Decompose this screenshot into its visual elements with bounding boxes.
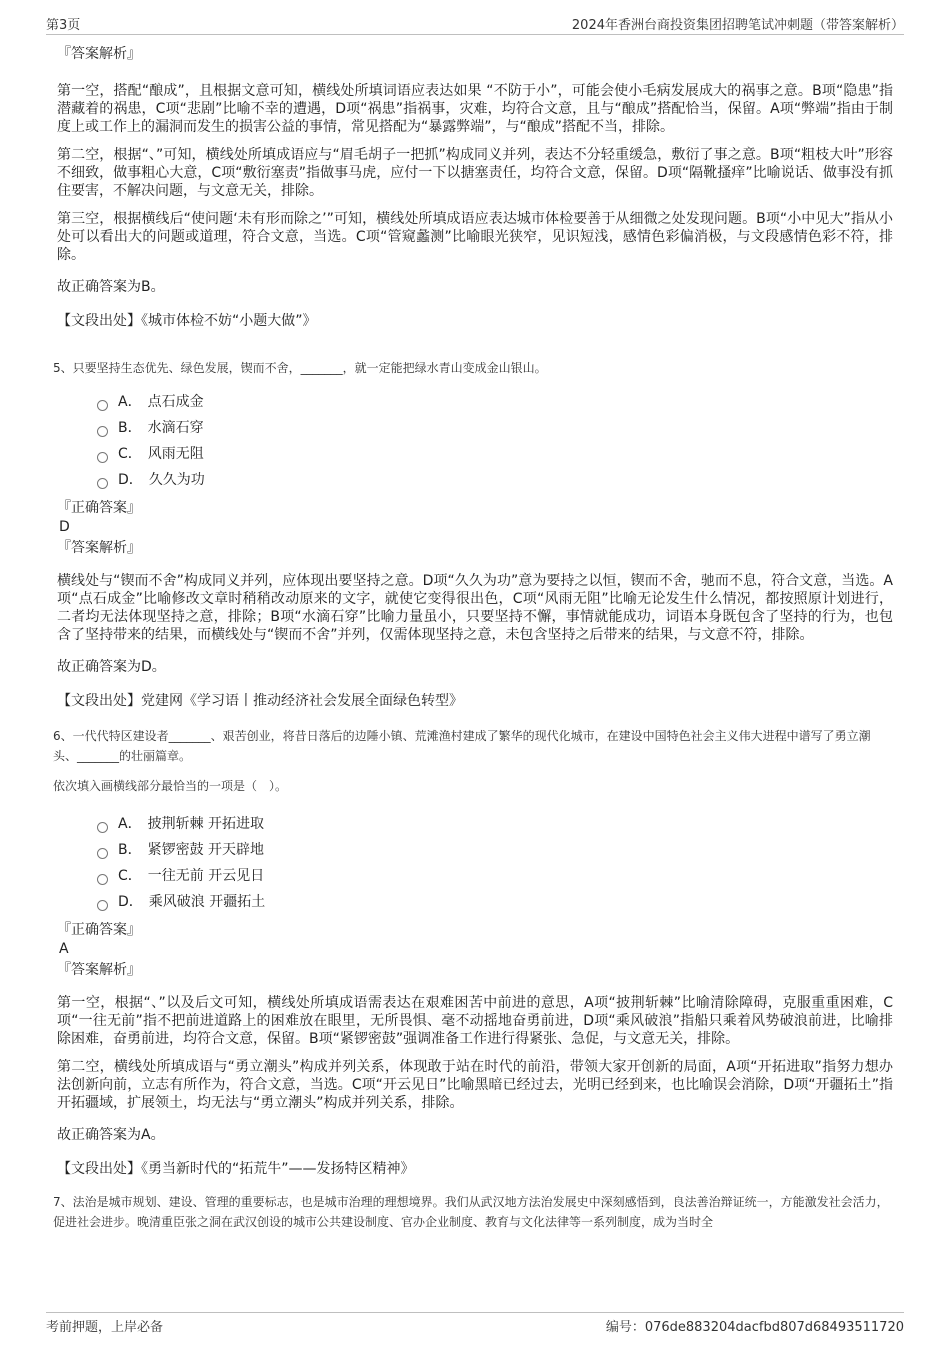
- q6-option-d[interactable]: D． 乘风破浪 开疆拓土: [97, 888, 893, 914]
- q5-option-c[interactable]: C． 风雨无阻: [97, 440, 893, 466]
- document-body: [53, 40, 893, 1232]
- q7-question: 7、法治是城市规划、建设、管理的重要标志，也是城市治理的理想境界。我们从武汉地方法治发展史中深刻感悟到，良法善治辩证统一，方能激发社会活力，促进社会进步。晚清重臣张之洞在武汉创设的城市公共建设制度、官办企业制度、教育与文化法律等一系列制度，成为当时全: [53, 1195, 889, 1229]
- q5-question: 5、只要坚持生态优先、绿色发展，锲而不舍，_______，就一定能把绿水青山变成金山银山。: [53, 361, 547, 375]
- q5-option-d[interactable]: D． 久久为功: [97, 466, 893, 492]
- radio-icon[interactable]: [97, 874, 108, 885]
- document-title: 2024年香洲台商投资集团招聘笔试冲刺题（带答案解析）: [571, 18, 904, 33]
- q4-analysis-para-3: 第三空，根据横线后“使问题‘未有形而除之’”可知，横线处所填成语应表达城市体检要善于从细微之处发现问题。B项“小中见大”指从小处可以看出大的问题或道理，符合文意，当选。C项“管窥蠡测”比喻眼光狭窄，见识短浅，感情色彩偏消极，与文段感情色彩不符，排除。: [57, 211, 893, 263]
- q6-analysis-label: 『答案解析』: [57, 962, 141, 978]
- q4-analysis-label: 『答案解析』: [57, 46, 141, 62]
- q6-answer: 故正确答案为A。: [57, 1127, 165, 1143]
- q6-question: 6、一代代特区建设者_______、艰苦创业，将昔日落后的边陲小镇、荒滩渔村建成了繁华的现代化城市，在建设中国特色社会主义伟大进程中谱写了勇立潮头、_______的壮丽篇章。: [53, 729, 871, 763]
- q4-source: 【文段出处】《城市体检不妨“小题大做”》: [57, 313, 317, 329]
- q6-source: 【文段出处】《勇当新时代的“拓荒牛”——发扬特区精神》: [57, 1161, 415, 1177]
- radio-icon[interactable]: [97, 452, 108, 463]
- radio-icon[interactable]: [97, 822, 108, 833]
- q5-source: 【文段出处】党建网《学习语丨推动经济社会发展全面绿色转型》: [57, 693, 463, 709]
- q5-answer: 故正确答案为D。: [57, 659, 166, 675]
- q6-analysis-para-2: 第二空，横线处所填成语与“勇立潮头”构成并列关系，体现敢于站在时代的前沿，带领大家开创新的局面，A项“开拓进取”指努力想办法创新向前，立志有所作为，符合文意，当选。C项“开云见日”比喻黑暗已经过去，光明已经到来，也比喻误会消除，D项“开疆拓土”指开拓疆域，扩展领土，均无法与“勇立潮头”构成并列关系，排除。: [57, 1059, 893, 1111]
- q5-analysis-para-1: 横线处与“锲而不舍”构成同义并列，应体现出要坚持之意。D项“久久为功”意为要持之以恒，锲而不舍，驰而不息，符合文意，当选。A项“点石成金”比喻修改文章时稍稍改动原来的文字，就使它变得很出色，C项“风雨无阻”比喻无论发生什么情况，都按照原计划进行，二者均无法体现坚持之意，排除；B项“水滴石穿”比喻力量虽小，只要坚持不懈，事情就能成功，词语本身既包含了坚持的行为，也包含了坚持带来的结果，而横线处与“锲而不舍”并列，仅需体现坚持之意，未包含坚持之后带来的结果，与文意不符，排除。: [57, 573, 893, 643]
- q6-correct-answer: A: [59, 941, 69, 957]
- page-number: 第3页: [46, 18, 81, 33]
- q4-answer: 故正确答案为B。: [57, 279, 165, 295]
- radio-icon[interactable]: [97, 478, 108, 489]
- page-header: [46, 12, 904, 35]
- q5-option-b[interactable]: B． 水滴石穿: [97, 414, 893, 440]
- footer-slogan: 考前押题，上岸必备: [46, 1320, 164, 1335]
- q5-options: [97, 388, 893, 492]
- q6-option-b[interactable]: B． 紧锣密鼓 开天辟地: [97, 836, 893, 862]
- q6-option-c[interactable]: C． 一往无前 开云见日: [97, 862, 893, 888]
- radio-icon[interactable]: [97, 400, 108, 411]
- page-footer: [46, 1312, 904, 1335]
- q4-analysis-para-1: 第一空，搭配“酿成”，且根据文意可知，横线处所填词语应表达如果 “不防于小”，可能会使小毛病发展成大的祸事之意。B项“隐患”指潜藏着的祸患，C项“悲剧”比喻不幸的遭遇，D项“祸患”指祸事，灾难，均符合文意，且与“酿成”搭配恰当，保留。A项“弊端”指由于制度上或工作上的漏洞而发生的损害公益的事情，常见搭配为“暴露弊端”，与“酿成”搭配不当，排除。: [57, 83, 893, 135]
- q5-analysis-label: 『答案解析』: [57, 540, 141, 556]
- q5-option-a[interactable]: A． 点石成金: [97, 388, 893, 414]
- radio-icon[interactable]: [97, 426, 108, 437]
- q6-options: [97, 810, 893, 914]
- q5-correct-answer: D: [59, 519, 70, 535]
- q6-instruction: 依次填入画横线部分最恰当的一项是（ ）。: [53, 779, 288, 793]
- q6-analysis-para-1: 第一空，根据“、”以及后文可知，横线处所填成语需表达在艰难困苦中前进的意思，A项“披荆斩棘”比喻清除障碍，克服重重困难，C项“一往无前”指不把前进道路上的困难放在眼里，无所畏惧、毫不动摇地奋勇前进，D项“乘风破浪”指船只乘着风势破浪前进，比喻排除困难，奋勇前进，均符合文意，保留。B项“紧锣密鼓”强调准备工作进行得紧张、急促，与文意无关，排除。: [57, 995, 893, 1047]
- radio-icon[interactable]: [97, 848, 108, 859]
- q4-analysis-para-2: 第二空，根据“、”可知，横线处所填成语应与“眉毛胡子一把抓”构成同义并列，表达不分轻重缓急，敷衍了事之意。B项“粗枝大叶”形容不细致，做事粗心大意，C项“敷衍塞责”指做事马虎，应付一下以搪塞责任，均符合文意，保留。D项“隔靴搔痒”比喻说话、做事没有抓住要害，不解决问题，与文意无关，排除。: [57, 147, 893, 199]
- q5-correct-label: 『正确答案』: [57, 500, 141, 516]
- document-id: 编号：076de883204dacfbd807d68493511720: [605, 1320, 904, 1335]
- q6-option-a[interactable]: A． 披荆斩棘 开拓进取: [97, 810, 893, 836]
- radio-icon[interactable]: [97, 900, 108, 911]
- q6-correct-label: 『正确答案』: [57, 922, 141, 938]
